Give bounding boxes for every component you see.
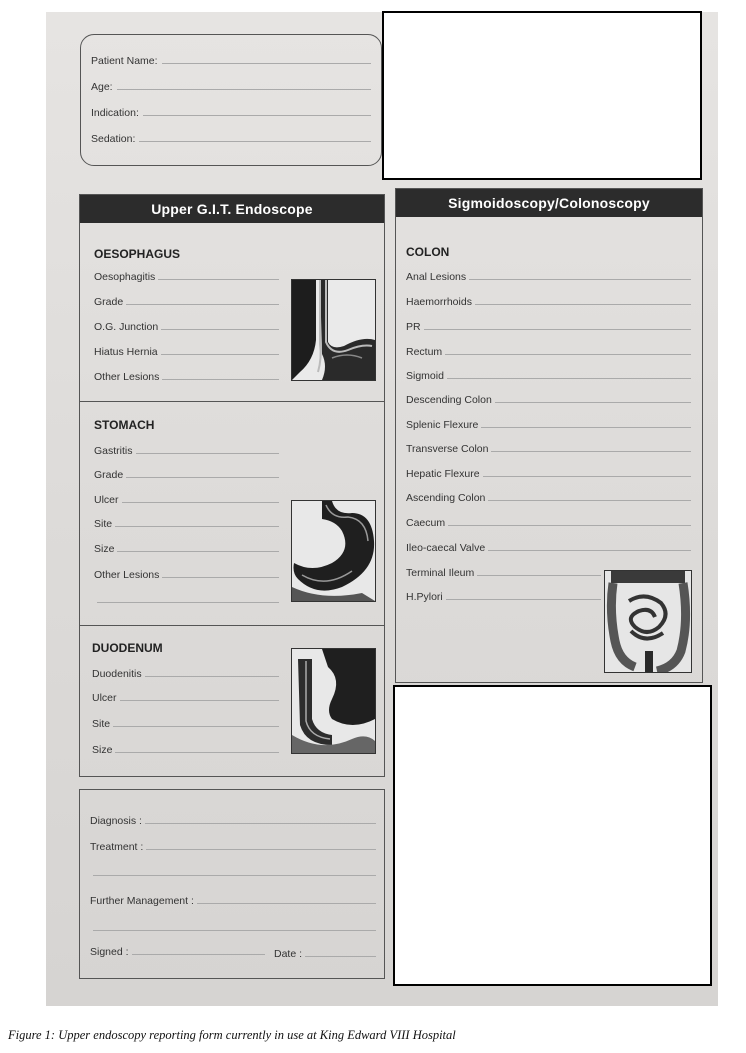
field-label: Caecum — [406, 517, 446, 529]
write-line — [117, 89, 371, 90]
write-line — [158, 279, 279, 280]
colon-field[interactable] — [406, 413, 691, 431]
field-label: Splenic Flexure — [406, 419, 479, 431]
other-lesions-field[interactable] — [94, 365, 279, 383]
field-label: Indication: — [91, 107, 139, 119]
colon-field[interactable] — [406, 536, 691, 554]
write-line — [126, 304, 279, 305]
field-label: Size — [94, 543, 115, 555]
og-junction-field[interactable] — [94, 315, 279, 333]
colon-field[interactable] — [406, 585, 601, 603]
field-label: Grade — [94, 296, 124, 308]
blank-line[interactable] — [90, 861, 376, 879]
write-line — [448, 525, 691, 526]
field-label: Date : — [274, 948, 303, 960]
colon-field[interactable] — [406, 561, 601, 579]
write-line — [446, 599, 601, 600]
field-label: Size — [92, 744, 113, 756]
indication-field[interactable] — [91, 101, 371, 119]
write-line — [162, 63, 371, 64]
oesophagus-heading: OESOPHAGUS — [94, 247, 181, 261]
field-label: Gastritis — [94, 445, 133, 457]
colon-field[interactable] — [406, 486, 691, 504]
duodenum-illustration — [291, 648, 376, 754]
field-label: Descending Colon — [406, 394, 492, 406]
write-line — [488, 500, 691, 501]
field-label: Age: — [91, 81, 113, 93]
oesophagitis-field[interactable] — [94, 265, 279, 283]
stomach-other-lesions-field[interactable] — [94, 563, 279, 581]
field-label: Transverse Colon — [406, 443, 489, 455]
write-line — [136, 453, 279, 454]
duodenum-ulcer-field[interactable] — [92, 686, 279, 704]
field-label: H.Pylori — [406, 591, 443, 603]
field-label: Terminal Ileum — [406, 567, 475, 579]
write-line — [120, 700, 279, 701]
date-field[interactable] — [274, 942, 376, 960]
field-label: Oesophagitis — [94, 271, 156, 283]
write-line — [161, 329, 279, 330]
field-label: Site — [94, 518, 113, 530]
treatment-field[interactable] — [90, 835, 376, 853]
write-line — [145, 823, 376, 824]
write-line — [113, 726, 279, 727]
redacted-area-top — [382, 11, 702, 180]
write-line — [475, 304, 691, 305]
field-label: Grade — [94, 469, 124, 481]
duodenum-site-field[interactable] — [92, 712, 279, 730]
site-field[interactable] — [94, 512, 279, 530]
field-label: Hepatic Flexure — [406, 468, 480, 480]
field-label: Other Lesions — [94, 569, 160, 581]
section-divider — [80, 401, 384, 402]
upper-git-panel — [79, 194, 385, 777]
colonoscopy-panel — [395, 188, 703, 683]
field-label: Rectum — [406, 346, 443, 358]
size-field[interactable] — [94, 537, 279, 555]
field-label: Sigmoid — [406, 370, 444, 382]
further-management-field[interactable] — [90, 889, 376, 907]
diagnosis-field[interactable] — [90, 809, 376, 827]
colon-field[interactable] — [406, 462, 691, 480]
field-label: Duodenitis — [92, 668, 142, 680]
field-label: Ulcer — [94, 494, 119, 506]
write-line — [93, 875, 376, 876]
field-label: Hiatus Hernia — [94, 346, 158, 358]
section-divider — [80, 625, 384, 626]
write-line — [162, 379, 279, 380]
age-field[interactable] — [91, 75, 371, 93]
field-label: Treatment : — [90, 841, 144, 853]
figure-caption: Figure 1: Upper endoscopy reporting form currently in use at King Edward VIII Hospital — [8, 1028, 456, 1042]
colon-field[interactable] — [406, 315, 691, 333]
write-line — [488, 550, 691, 551]
write-line — [305, 956, 376, 957]
write-line — [483, 476, 691, 477]
field-label: Ulcer — [92, 692, 117, 704]
upper-git-title: Upper G.I.T. Endoscope — [80, 195, 384, 223]
summary-panel — [79, 789, 385, 979]
colon-field[interactable] — [406, 290, 691, 308]
write-line — [143, 115, 371, 116]
field-label: Ileo-caecal Valve — [406, 542, 486, 554]
colon-heading: COLON — [406, 245, 450, 259]
field-label: Haemorrhoids — [406, 296, 472, 308]
colon-field[interactable] — [406, 265, 691, 283]
write-line — [93, 930, 376, 931]
stomach-illustration — [291, 500, 376, 602]
signed-field[interactable] — [90, 940, 265, 958]
write-line — [115, 752, 279, 753]
field-label: Other Lesions — [94, 371, 160, 383]
field-label: Site — [92, 718, 111, 730]
write-line — [162, 577, 279, 578]
write-line — [117, 551, 279, 552]
field-label: Ascending Colon — [406, 492, 486, 504]
write-line — [146, 849, 376, 850]
colon-field[interactable] — [406, 340, 691, 358]
patient-info-box — [80, 34, 382, 166]
colonoscopy-title: Sigmoidoscopy/Colonoscopy — [396, 189, 702, 217]
colon-field[interactable] — [406, 388, 691, 406]
colon-field[interactable] — [406, 364, 691, 382]
stomach-heading: STOMACH — [94, 418, 155, 432]
colon-field[interactable] — [406, 437, 691, 455]
field-label: O.G. Junction — [94, 321, 159, 333]
redacted-area-bottom — [393, 685, 712, 986]
patient-name-field[interactable] — [91, 49, 371, 67]
write-line — [197, 903, 376, 904]
write-line — [469, 279, 691, 280]
colon-field[interactable] — [406, 511, 691, 529]
write-line — [424, 329, 691, 330]
write-line — [97, 602, 279, 603]
sedation-field[interactable] — [91, 127, 371, 145]
write-line — [445, 354, 691, 355]
write-line — [139, 141, 371, 142]
write-line — [477, 575, 601, 576]
oesophagus-illustration — [291, 279, 376, 381]
grade-field[interactable] — [94, 290, 279, 308]
write-line — [115, 526, 279, 527]
field-label: Diagnosis : — [90, 815, 142, 827]
gastritis-field[interactable] — [94, 439, 279, 457]
field-label: Signed : — [90, 946, 129, 958]
hiatus-hernia-field[interactable] — [94, 340, 279, 358]
ulcer-field[interactable] — [94, 488, 279, 506]
duodenitis-field[interactable] — [92, 662, 279, 680]
field-label: PR — [406, 321, 421, 333]
write-line — [491, 451, 691, 452]
field-label: Further Management : — [90, 895, 194, 907]
write-line — [145, 676, 279, 677]
field-label: Sedation: — [91, 133, 136, 145]
field-label: Patient Name: — [91, 55, 158, 67]
stomach-grade-field[interactable] — [94, 463, 279, 481]
write-line — [161, 354, 279, 355]
duodenum-heading: DUODENUM — [92, 641, 163, 655]
colon-illustration — [604, 570, 692, 673]
blank-line[interactable] — [94, 588, 279, 606]
write-line — [126, 477, 279, 478]
write-line — [481, 427, 691, 428]
duodenum-size-field[interactable] — [92, 738, 279, 756]
blank-line[interactable] — [90, 916, 376, 934]
field-label: Anal Lesions — [406, 271, 467, 283]
write-line — [122, 502, 279, 503]
write-line — [495, 402, 691, 403]
write-line — [447, 378, 691, 379]
write-line — [132, 954, 265, 955]
